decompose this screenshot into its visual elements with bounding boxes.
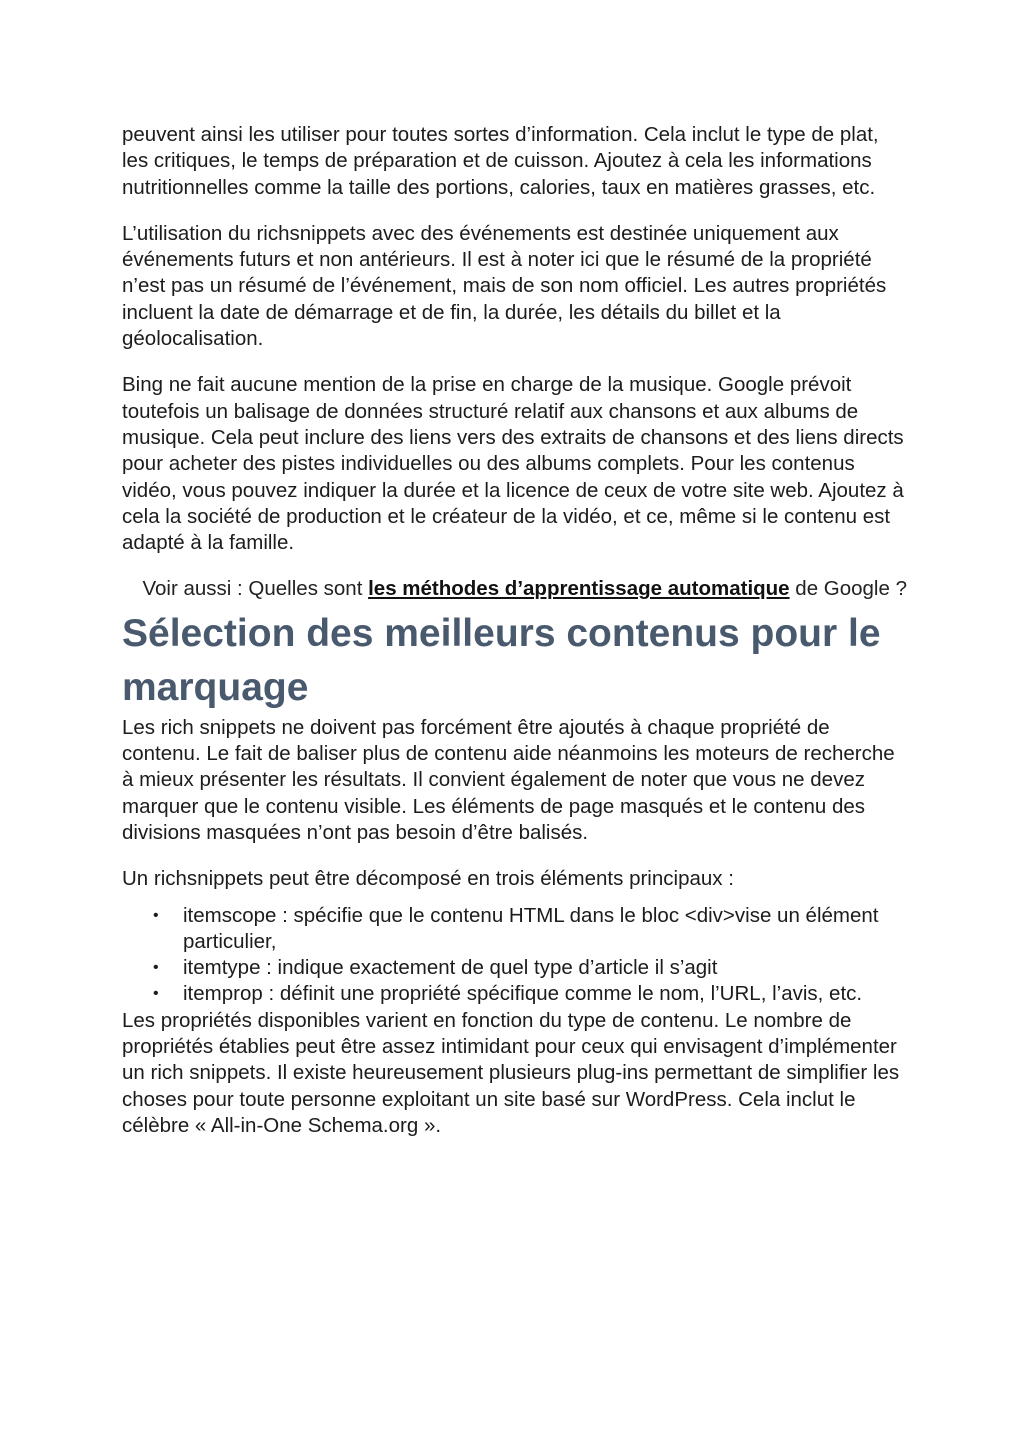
page-content <box>122 122 907 1139</box>
bullet-icon: • <box>153 985 159 1003</box>
see-also-prefix: Voir aussi : Quelles sont <box>142 577 369 601</box>
list-item-text: itemprop : définit une propriété spécifique comme le nom, l’URL, l’avis, etc. <box>183 982 863 1006</box>
see-also-suffix: de Google ? <box>789 577 907 601</box>
section-heading: Sélection des meilleurs contenus pour le marquage <box>122 611 881 709</box>
list-item <box>153 955 907 981</box>
paragraph-rich-snippets: Les rich snippets ne doivent pas forcément être ajoutés à chaque propriété de contenu. Le fait de baliser plus de contenu aide néanmoins les moteurs de recherche à mieux présenter les résultats. Il convient également de noter que vous ne devez marquer que le contenu visible. Les éléments de page masqués et le contenu des divisions masquées n’ont pas besoin d’être balisés. <box>122 715 895 844</box>
bullet-icon: • <box>153 906 159 924</box>
paragraph-recipes: peuvent ainsi les utiliser pour toutes sortes d’information. Cela inclut le type de plat, les critiques, le temps de préparation et de cuisson. Ajoutez à cela les informations nutritionnelles comme la taille des portions, calories, taux en matières grasses, etc. <box>122 123 879 199</box>
list-item <box>153 903 907 956</box>
see-also-line <box>122 576 907 602</box>
properties-list <box>122 903 907 1008</box>
see-also-link[interactable]: les méthodes d’apprentissage automatique <box>368 577 790 601</box>
paragraph-music-video: Bing ne fait aucune mention de la prise en charge de la musique. Google prévoit toutefois un balisage de données structuré relatif aux chansons et aux albums de musique. Cela peut inclure des liens vers des extraits de chansons et des liens directs pour acheter des pistes individuelles ou des albums complets. Pour les contenus vidéo, vous pouvez indiquer la durée et la licence de ceux de votre site web. Ajoutez à cela la société de production et le créateur de la vidéo, et ce, même si le contenu est adapté à la famille. <box>122 373 904 555</box>
bullet-icon: • <box>153 959 159 977</box>
list-item-text: itemscope : spécifie que le contenu HTML dans le bloc <div>vise un élément particulier, <box>183 903 879 953</box>
paragraph-events: L’utilisation du richsnippets avec des événements est destinée uniquement aux événements futurs et non antérieurs. Il est à noter ici que le résumé de la propriété n’est pas un résumé de l’événement, mais de son nom officiel. Les autres propriétés incluent la date de démarrage et de fin, la durée, les détails du billet et la géolocalisation. <box>122 221 887 351</box>
list-item-text: itemtype : indique exactement de quel type d’article il s’agit <box>183 956 718 980</box>
list-item <box>153 981 907 1007</box>
paragraph-properties: Les propriétés disponibles varient en fonction du type de contenu. Le nombre de propriétés établies peut être assez intimidant pour ceux qui envisagent d’implémenter un rich snippets. Il existe heureusement plusieurs plug-ins permettant de simplifier les choses pour toute personne exploitant un site basé sur WordPress. Cela inclut le célèbre « All-in-One Schema.org ». <box>122 1008 900 1137</box>
paragraph-decomposition: Un richsnippets peut être décomposé en trois éléments principaux : <box>122 867 734 891</box>
